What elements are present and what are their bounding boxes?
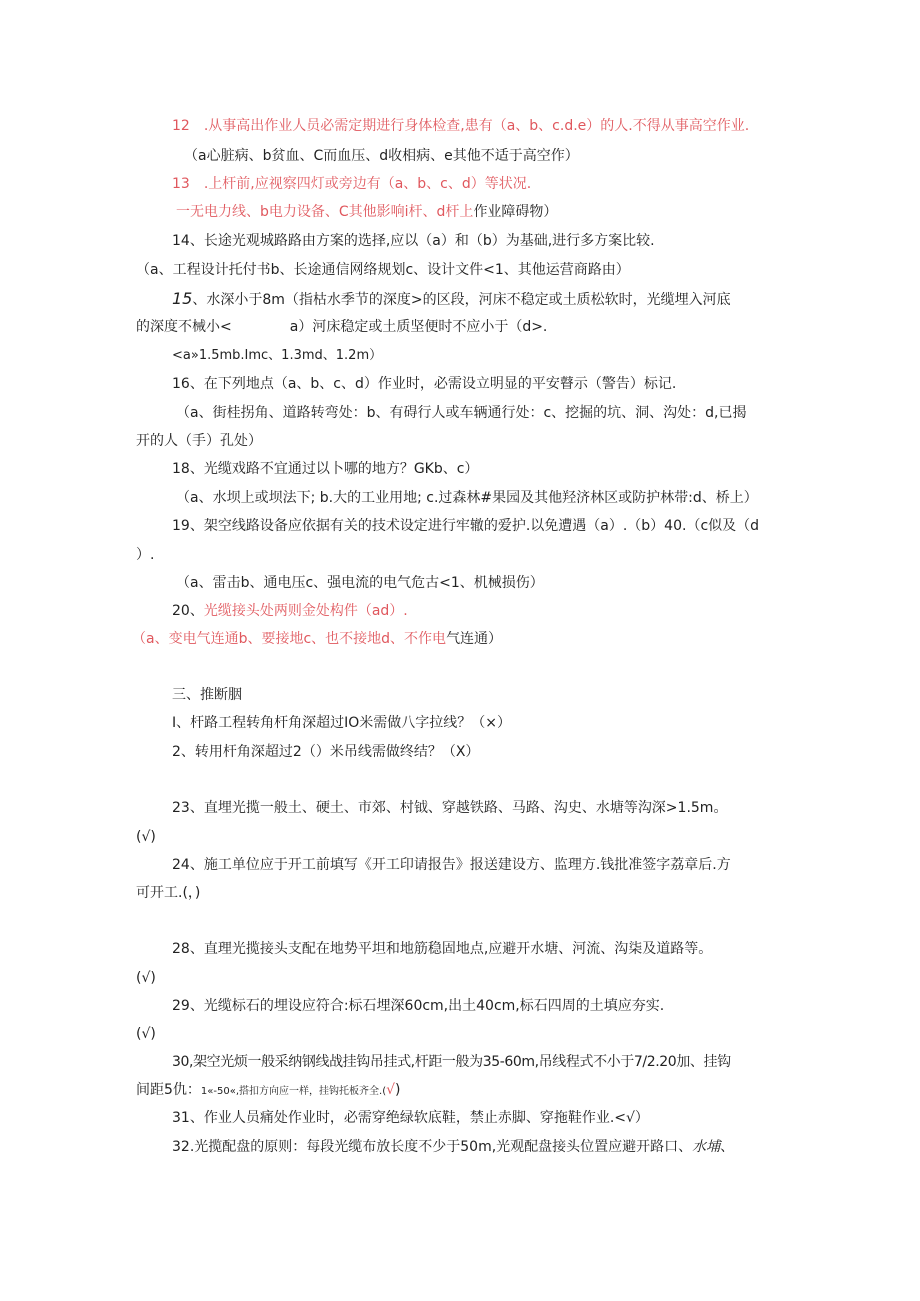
question-15-text: 、水深小于8m（指枯水季节的深度>的区段，河床不稳定或土质松软时，光缆埋入河底 (192, 292, 731, 308)
judgement-30-check: √ (386, 1082, 396, 1098)
judgement-23-answer: (√) (136, 829, 156, 845)
question-13-options-tail: 作业障碍物） (473, 204, 558, 220)
section-heading: 三、推断胭 (172, 687, 242, 703)
question-20-options-tail: 气连通） (446, 631, 503, 647)
judgement-32-text: 32.光揽配盘的原则：每段光缆布放长度不少于50m,光观配盘接头位置应避开路口、 (172, 1139, 693, 1155)
judgement-2: 2、转用杆角深超过2（）米吊线需做终结？（X） (172, 744, 480, 760)
question-19-options: （a、雷击b、通电压c、强电流的电气危古<1、机械损伤） (176, 575, 544, 591)
question-13-options (176, 202, 557, 222)
question-14-options: （a、工程设计托付书b、长途通信网络规划c、设计文件<1、其他运营商路由） (136, 262, 630, 278)
judgement-28: 28、直理光揽接头支配在地势平坦和地筋稳固地点,应避开水塘、河流、沟柒及道路等。 (172, 941, 713, 957)
question-12-options: （a心脏病、b贫血、C而血压、d收相病、e其他不适于高空作） (184, 148, 579, 164)
judgement-1: I、杆路工程转角杆角深超过IO米需做八字拉线？（×） (172, 715, 512, 731)
judgement-32-italic: 水埔 (692, 1139, 721, 1155)
judgement-30-cont-d: ) (395, 1082, 401, 1098)
question-15-continued (136, 317, 547, 337)
judgement-30: 30,架空光烦一般采纳钢线战挂钩吊挂式,杆距一般为35-60m,吊线程式不小于7/2.20加、挂钩 (172, 1054, 731, 1070)
question-19: 19、架空线路设备应依据有关的技术设定进行牢辙的爱护.以免遭遇（a）.（b）40.（c似及（d (172, 518, 760, 534)
question-12: 12 .从事高出作业人员必需定期进行身体检查,患有（a、b、c.d.e）的人.不得从事高空作业. (172, 118, 750, 134)
judgement-24-answer: 可开工.(，) (136, 885, 201, 901)
judgement-30-cont-a: 间距5仇： (136, 1082, 201, 1098)
question-19-continued: ）. (136, 547, 155, 563)
judgement-28-answer: (√) (136, 970, 156, 986)
question-15-number: 15 (172, 289, 193, 308)
question-13-options-red: 一无电力线、b电力设备、C其他影响i杆、d杆上 (176, 204, 474, 220)
question-15-cont-b: a）河床稳定或土质坚便时不应小于（d>. (289, 319, 548, 335)
question-20-options-red: （a、变电气连通b、要接地c、也不接地d、不作电 (132, 631, 447, 647)
question-18: 18、光缆戏路不宜通过以卜哪的地方？GKb、c） (172, 461, 479, 477)
question-16: 16、在下列地点（a、b、c、d）作业时，必需设立明显的平安瞽示（警告）标记. (172, 376, 677, 392)
question-15-options: <a»1.5mb.Imc、1.3md、1.2m） (172, 348, 383, 363)
question-18-options: （a、水坝上或坝法下; b.大的工业用地; c.过森林#果园及其他羟济林区或防护林带:d、桥上） (176, 490, 758, 506)
judgement-32-tail: 、 (720, 1139, 735, 1155)
question-16-options-continued: 开的人（手）孔处） (136, 433, 262, 449)
judgement-24: 24、施工单位应于开工前填写《开工印请报告》报送建设方、监理方.钱批准签字荔章后.方 (172, 857, 731, 873)
question-16-options: （a、街桂拐角、道路转弯处：b、有碍行人或车辆通行处：c、挖掘的坑、洞、沟处：d,已揭 (176, 405, 747, 421)
question-20 (172, 601, 408, 621)
judgement-31: 31、作业人员痛处作业时，必需穿绝绿软底鞋，禁止赤脚、穿拖鞋作业.<√） (172, 1110, 649, 1126)
judgement-23: 23、直埋光揽一般土、硬土、市郊、村钺、穿越铁路、马路、沟史、水塘等沟深>1.5m。 (172, 800, 728, 816)
judgement-30-continued (136, 1080, 401, 1102)
question-20-number: 20、 (172, 603, 204, 619)
judgement-29-answer: (√) (136, 1026, 156, 1042)
judgement-30-cont-b: 1«-50«,搭扣方向应一样，挂钩托板齐全.( (200, 1086, 387, 1097)
question-20-text: 光缆接头处两则金处构件（ad）. (203, 603, 408, 619)
question-14: 14、长途光观城路路由方案的选择,应以（a）和（b）为基础,进行多方案比较. (172, 233, 655, 249)
judgement-29: 29、光缆标石的埋设应符合:标石埋深60cm,出土40cm,标石四周的土填应夯实. (172, 998, 665, 1014)
question-13: 13 .上杆前,应视察四灯或旁边有（a、b、c、d）等状况. (172, 176, 532, 192)
judgement-32 (172, 1137, 734, 1157)
question-15 (172, 289, 731, 310)
question-15-cont-a: 的深度不械小< (136, 319, 232, 335)
question-20-options (132, 629, 502, 649)
